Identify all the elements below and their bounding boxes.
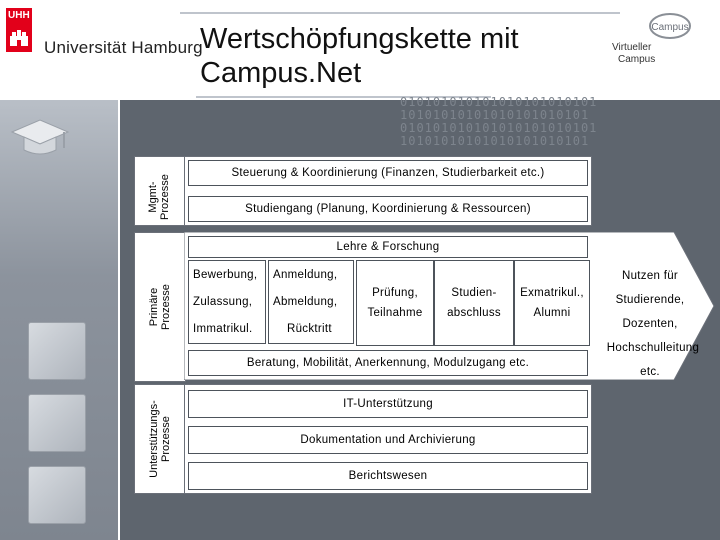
berichtswesen-label: Berichtswesen bbox=[348, 470, 428, 482]
vc-logo-line1: Virtueller bbox=[612, 42, 652, 53]
steuerung-box bbox=[188, 160, 588, 186]
castle-icon bbox=[10, 30, 28, 46]
campus-logo-icon bbox=[648, 12, 692, 40]
exmatrikul-label: Exmatrikul., bbox=[520, 287, 584, 299]
binary-texture: 010101010101010101010101 10101010101010101010101 010101010101010101010101 10101010101010101010101 bbox=[400, 96, 598, 148]
it-box bbox=[188, 390, 588, 418]
bewerbung-box bbox=[188, 260, 266, 344]
it-label: IT-Unterstützung bbox=[343, 398, 433, 410]
anmeldung-box bbox=[268, 260, 354, 344]
lehre-forschung-label: Lehre & Forschung bbox=[336, 241, 440, 253]
studiengang-label: Studiengang (Planung, Koordinierung & Ressourcen) bbox=[245, 203, 531, 215]
page-title-line1: Wertschöpfungskette mit bbox=[200, 23, 519, 55]
page-title-line2: Campus.Net bbox=[200, 57, 362, 89]
graduation-cap-icon bbox=[8, 110, 70, 160]
teilnahme-label: Teilnahme bbox=[367, 307, 423, 319]
bewerbung-label: Bewerbung, bbox=[193, 268, 258, 281]
header-divider bbox=[180, 12, 620, 14]
anmeldung-label: Anmeldung, bbox=[273, 268, 338, 281]
alumni-label: Alumni bbox=[533, 307, 571, 319]
university-name: Universität Hamburg bbox=[44, 38, 203, 57]
decor-square bbox=[28, 322, 86, 380]
exmatrikul-box bbox=[514, 260, 590, 346]
steuerung-label: Steuerung & Koordinierung (Finanzen, Studierbarkeit etc.) bbox=[231, 167, 545, 179]
ruecktritt-label: Rücktritt bbox=[287, 323, 332, 336]
studiengang-box bbox=[188, 196, 588, 222]
uhh-logo bbox=[6, 8, 32, 52]
beratung-label: Beratung, Mobilität, Anerkennung, Modulzugang etc. bbox=[246, 357, 530, 369]
lehre-forschung-box bbox=[188, 236, 588, 258]
abschluss-label: abschluss bbox=[447, 307, 501, 319]
nutzen-line2: Studierende, bbox=[615, 294, 685, 306]
uhh-logo-mark: UHH bbox=[8, 10, 30, 21]
beratung-box bbox=[188, 350, 588, 376]
page-title bbox=[200, 22, 519, 90]
primary-label: Primäre Prozesse bbox=[148, 284, 172, 330]
support-label: Unterstützungs- Prozesse bbox=[148, 400, 172, 478]
abmeldung-label: Abmeldung, bbox=[273, 295, 338, 308]
nutzen-line1: Nutzen für bbox=[621, 270, 679, 282]
vc-logo-text bbox=[612, 42, 655, 66]
zulassung-label: Zulassung, bbox=[193, 295, 253, 308]
nutzen-line4: Hochschulleitung bbox=[606, 342, 700, 354]
mgmt-label-box bbox=[134, 156, 186, 226]
studien-label: Studien- bbox=[451, 287, 497, 299]
support-label-box bbox=[134, 384, 186, 494]
dokumentation-box bbox=[188, 426, 588, 454]
dokumentation-label: Dokumentation und Archivierung bbox=[300, 434, 476, 446]
immatrikul-label: Immatrikul. bbox=[193, 323, 253, 336]
berichtswesen-box bbox=[188, 462, 588, 490]
campus-logo-mark: Campus bbox=[651, 22, 689, 33]
studienabschluss-box bbox=[434, 260, 514, 346]
vc-logo-line2: Campus bbox=[618, 54, 656, 65]
left-decor-band bbox=[0, 100, 118, 540]
pruefung-label: Prüfung, bbox=[372, 287, 418, 299]
decor-square bbox=[28, 394, 86, 452]
primary-label-box bbox=[134, 232, 186, 382]
virtueller-campus-logo bbox=[604, 8, 700, 74]
mgmt-label: Mgmt- Prozesse bbox=[147, 174, 171, 220]
decor-square bbox=[28, 466, 86, 524]
nutzen-line5: etc. bbox=[640, 366, 660, 378]
nutzen-line3: Dozenten, bbox=[622, 318, 678, 330]
pruefung-box bbox=[356, 260, 434, 346]
